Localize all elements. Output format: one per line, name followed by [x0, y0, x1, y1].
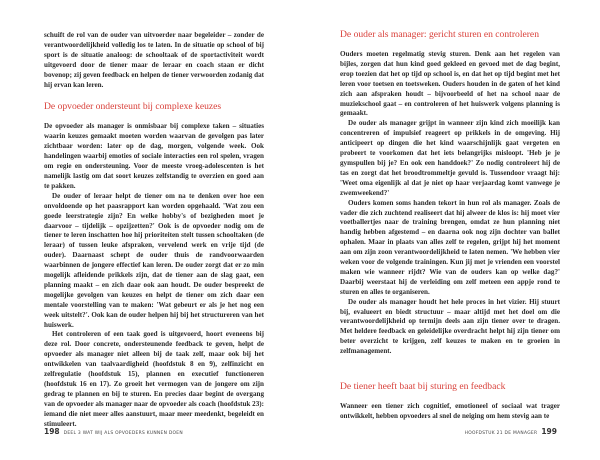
paragraph: Wanneer een tiener zich cognitief, emotioneel of sociaal wat trager ontwikkelt, hebben opvoeders al snel de neiging om hem stevig aan te: [340, 402, 560, 420]
page-number: 198: [44, 427, 60, 436]
paragraph: De ouder als manager houdt het hele proces in het vizier. Hij stuurt bij, evalueert en biedt structuur – maar altijd met het doel om die verantwoordelijkheid op termijn deels aan zijn tiener over te dragen. Met heldere feedback en geleidelijke overdracht helpt hij zijn tiener om beter overzicht te krijgen, zelf keuzes te maken en te groeien in zelfmanagement.: [340, 297, 560, 356]
paragraph: Ouders komen soms handen tekort in hun rol als manager. Zoals de vader die zich zuchtend realiseert dat hij alweer de klos is: hij moet vier voetballertjes naar de training brengen, omdat ze hun planning niet handig hebben afgestemd – en daarna ook nog zijn dochter van ballet ophalen. Maar in plaats van alles zelf te regelen, grijpt hij het moment aan om zijn zoon verantwoordelijkheid te laten nemen. 'We hebben vier weken voor de volgende trainingen. Kun jij met je vrienden een voorstel maken wie wanneer rijdt? Wie van de ouders kan op welke dag?' Daarbij weerstaat hij de verleiding om zelf meteen een appje rond te sturen en alles te organiseren.: [340, 198, 560, 296]
page-footer: [44, 427, 183, 436]
right-page: [300, 0, 600, 460]
running-head: DEEL 3 WAT WIJ ALS OPVOEDERS KUNNEN DOEN: [63, 431, 183, 436]
paragraph: schuift de rol van de ouder van uitvoerder naar begeleider – zonder de verantwoordelijkheid volledig los te laten. In de situatie op school of bij sport is de situatie analoog: de schooltaak of de sportactiviteit wordt uitgevoerd door de tiener maar de leraar en coach staan er dicht bovenop; zij geven feedback en helpen de tiener verwoorden zodanig dat hij ervan kan leren.: [44, 31, 264, 89]
paragraph: De ouder als manager grijpt in wanneer zijn kind zich moeilijk kan concentreren of impulsief reageert op prikkels in de omgeving. Hij anticipeert op dingen die het kind waarschijnlijk gaat vergeten en probeert te voorkomen dat het iets belangrijks misloopt. 'Heb je je gymspullen bij je? En ook een handdoek?' Zo nodig controleert hij de tas en zorgt dat het broodtrommeltje gevuld is. Tussendoor vraagt hij: 'Weet oma eigenlijk al dat je niet op haar verjaardag komt vanwege je zwemweekend?': [340, 119, 560, 197]
paragraph: Ouders moeten regelmatig stevig sturen. Denk aan het regelen van bijles, zorgen dat hun kind goed gekleed en gevoed met de dag begint, erop toezien dat het op tijd op school is, en dat het op tijd begint met het leren voor toetsen en toetsweken. Ouders houden in de gaten of het kind zich aan afspraken houdt – bijvoorbeeld of het na school naar de muziekschool gaat – en controleren of het huiswerk volgens planning is gemaakt.: [340, 50, 560, 118]
running-head: HOOFDSTUK 21 DE MANAGER: [464, 431, 538, 436]
section-heading: De ouder als manager: gericht sturen en controleren: [340, 29, 539, 40]
left-text-column: [44, 31, 264, 430]
right-text-column: [340, 29, 560, 422]
paragraph: De opvoeder als manager is onmisbaar bij complexe taken – situaties waarin keuzes gemaakt moeten worden waarvan de gevolgen pas later zichtbaar worden: later op de dag, morgen, volgende week. Ook handelingen waarbij emoties of sociale interacties een rol spelen, vragen om regie en ondersteuning. Voor de meeste vroeg-adolescenten is het namelijk lastig om dat soort keuzes zelfstandig te overzien en goed aan te pakken.: [44, 122, 264, 190]
page-number: 199: [541, 427, 557, 436]
page-footer: [465, 427, 557, 436]
paragraph: De ouder of leraar helpt de tiener om na te denken over hoe een onvoldoende op het paasrapport kan worden opgehaald. 'Wat zou een goede leerstrategie zijn? En welke hobby's of bezigheden moet je daarvoor – tijdelijk – opzijzetten?' Ook is de opvoeder nodig om de tiener te leren inschatten hoe hij prioriteiten stelt tussen schooltaken (de leraar) of tussen leuke afspraken, vervelend werk en vrije tijd (de ouder). Daarnaast schept de ouder thuis de randvoorwaarden waarbinnen de jongere effectief kan leren. De ouder zorgt dat er zo min mogelijk afleidende prikkels zijn, dat de tiener aan de slag gaat, een planning maakt – en zich daar ook aan houdt. De ouder bespreekt de mogelijke gevolgen van keuzes en helpt de tiener om zich daar een mentale voorstelling van te maken: 'Wat gebeurt er als je het nog een week uitstelt?'. Ook kan de ouder helpen hij bij het structureren van het huiswerk.: [44, 191, 264, 329]
section-heading: De tiener heeft baat bij sturing en feedback: [340, 381, 506, 393]
section-heading: De opvoeder ondersteunt bij complexe keuzes: [44, 101, 222, 113]
paragraph: Het controleren of een taak goed is uitgevoerd, hoort eveneens bij deze rol. Door concrete, ondersteunende feedback te geven, helpt de opvoeder als manager niet alleen bij de taak zelf, maar ook bij het ontwikkelen van taalvaardigheid (hoofdstuk 8 en 9), zelfinzicht en zelfregulatie (hoofdstuk 15), plannen en executief functioneren (hoofdstuk 16 en 17). Zo groeit het vermogen van de jongere om zijn gedrag te plannen en bij te sturen. En precies daar begint de overgang van de opvoeder als manager naar de opvoeder als coach (hoofdstuk 23): iemand die niet meer alles aanstuurt, maar meer meedenkt, begeleidt en stimuleert.: [44, 330, 264, 428]
